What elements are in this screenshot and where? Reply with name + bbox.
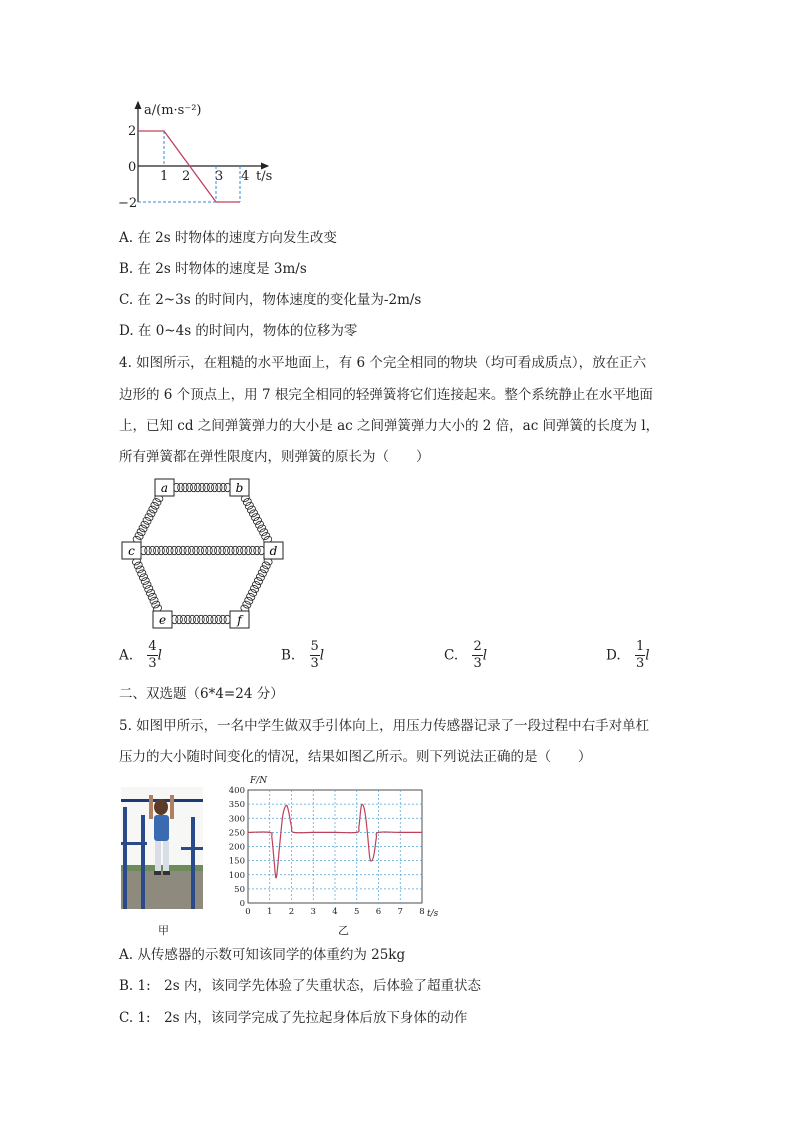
spring-coil <box>180 615 187 623</box>
q3-y-tick-neg2: −2 <box>118 196 138 211</box>
q4-spring-diagram <box>118 474 288 634</box>
spring-coil <box>185 615 192 623</box>
q4-option-d-num: 1 <box>635 639 645 654</box>
spring-coil <box>241 546 248 554</box>
q4-option-c-letter: C. <box>444 647 459 664</box>
spring-coil <box>167 546 174 554</box>
q3-option-b: B. 在 2s 时物体的速度是 3m/s <box>119 261 307 277</box>
spring-coil <box>228 546 235 554</box>
q3-option-c: C. 在 2~3s 的时间内，物体速度的变化量为-2m/s <box>119 292 422 308</box>
spring-coil <box>220 615 227 623</box>
q3-x-tick-3: 3 <box>215 169 224 184</box>
spring-coil <box>145 546 152 554</box>
spring-coil <box>257 568 267 578</box>
q4-option-a <box>119 639 162 672</box>
spring-coil <box>203 483 209 491</box>
q3-x-tick-2: 2 <box>182 169 191 184</box>
q4-option-d-var: l <box>645 647 650 664</box>
spring-coil <box>190 483 196 491</box>
x-tick-label: 4 <box>332 907 338 917</box>
q4-option-b-var: l <box>319 647 325 664</box>
spring-coil <box>189 615 196 623</box>
x-tick-label: 2 <box>288 907 295 917</box>
spring-coil <box>193 546 200 554</box>
q5-line-1: 5. 如图甲所示，一名中学生做双手引体向上，用压力传感器记录了一段过程中右手对单杠 <box>119 718 650 734</box>
q4-option-a-letter: A. <box>119 647 134 664</box>
y-tick-label: 50 <box>234 884 245 895</box>
spring-coil <box>245 592 255 602</box>
q5-option-a: A. 从传感器的示数可知该同学的体重约为 25kg <box>119 947 406 963</box>
block-f <box>230 611 249 628</box>
spring-coil <box>186 483 192 491</box>
q4-option-a-den: 3 <box>148 656 157 671</box>
spring-coil <box>245 546 252 554</box>
spring-coil <box>216 483 222 491</box>
x-tick-label: 6 <box>375 907 382 917</box>
q5-option-b: B. 1: 2s 内，该同学先体验了失重状态，后体验了超重状态 <box>119 978 481 994</box>
x-tick-label: 7 <box>397 907 403 917</box>
spring-coil <box>215 615 222 623</box>
q3-option-a: A. 在 2s 时物体的速度方向发生改变 <box>119 230 337 246</box>
spring-coil <box>212 483 218 491</box>
q4-option-a-num: 4 <box>148 639 157 654</box>
spring-coil <box>251 580 261 590</box>
spring-coil <box>255 572 265 582</box>
q5-line-2: 压力的大小随时间变化的情况，结果如图乙所示。则下列说法正确的是（ ） <box>119 749 592 765</box>
spring-coil <box>188 546 195 554</box>
spring-coil <box>182 483 188 491</box>
block-d <box>264 542 283 559</box>
spring-coil <box>206 615 213 623</box>
q3-y-tick-0: 0 <box>128 160 137 175</box>
y-tick-label: 250 <box>228 828 245 839</box>
block-e <box>153 611 172 628</box>
y-tick-label: 300 <box>228 814 245 825</box>
spring-coil <box>175 546 182 554</box>
x-tick-label: 3 <box>310 907 316 917</box>
section2-title: 二、双选题（6*4=24 分） <box>119 686 284 702</box>
q4-option-b-den: 3 <box>310 656 319 671</box>
x-tick-label: 5 <box>354 907 360 917</box>
spring-ef <box>171 615 230 623</box>
block-c <box>122 542 141 559</box>
spring-coil <box>254 546 261 554</box>
q5-force-time-chart <box>222 772 454 920</box>
spring-coil <box>178 483 184 491</box>
q3-acceleration-graph <box>116 97 286 212</box>
q5-photo-caption: 甲 <box>158 924 169 937</box>
q4-option-d-den: 3 <box>635 656 645 671</box>
spring-coil <box>253 576 263 586</box>
q4-line-2: 边形的 6 个顶点上，用 7 根完全相同的轻弹簧将它们连接起来。整个系统静止在水平地面 <box>119 387 653 403</box>
y-axis-label: F/N <box>250 776 268 786</box>
q4-option-b-letter: B. <box>281 647 296 664</box>
q4-option-b-num: 5 <box>310 639 319 654</box>
spring-coil <box>232 546 239 554</box>
block-e-label: e <box>158 613 167 627</box>
q3-y-axis-label: a/(m·s⁻²) <box>144 103 202 118</box>
spring-coil <box>223 546 230 554</box>
spring-coil <box>198 615 205 623</box>
q4-option-d-letter: D. <box>606 647 621 664</box>
q3-x-tick-4: 4 <box>241 169 250 184</box>
spring-coil <box>261 561 271 571</box>
q4-springs <box>131 483 273 623</box>
spring-bd <box>240 493 273 544</box>
spring-coil <box>149 546 156 554</box>
q4-line-1: 4. 如图所示，在粗糙的水平地面上，有 6 个完全相同的物块（均可看成质点），放在正六 <box>119 355 647 371</box>
x-tick-label: 8 <box>419 907 425 917</box>
q4-option-c <box>444 639 487 672</box>
spring-ab <box>173 483 230 491</box>
x-axis-label: t/s <box>427 909 439 919</box>
spring-coil <box>202 615 209 623</box>
spring-coil <box>244 596 254 606</box>
spring-coil <box>158 546 165 554</box>
x-tick-label: 0 <box>245 907 251 917</box>
y-tick-label: 0 <box>239 899 245 909</box>
q4-option-c-num: 2 <box>473 639 482 654</box>
spring-coil <box>199 483 205 491</box>
q3-x-axis-label: t/s <box>256 169 273 184</box>
x-tick-label: 1 <box>267 907 273 917</box>
spring-coil <box>210 546 217 554</box>
block-b <box>230 479 249 496</box>
y-tick-label: 100 <box>228 870 245 881</box>
spring-cd <box>140 546 264 554</box>
spring-coil <box>197 546 204 554</box>
spring-ac <box>132 493 164 544</box>
spring-coil <box>193 615 200 623</box>
spring-coil <box>214 546 221 554</box>
spring-coil <box>153 546 160 554</box>
y-tick-label: 200 <box>228 842 245 853</box>
spring-coil <box>249 584 259 594</box>
q4-option-a-var: l <box>157 647 162 664</box>
y-tick-label: 150 <box>228 856 245 867</box>
block-a <box>155 479 174 496</box>
spring-coil <box>220 483 226 491</box>
spring-coil <box>162 546 169 554</box>
pullup-photo-illustration <box>121 787 203 909</box>
spring-coil <box>184 546 191 554</box>
y-tick-label: 400 <box>228 786 245 796</box>
spring-df <box>240 557 274 614</box>
block-a-label: a <box>160 481 169 495</box>
spring-coil <box>249 546 256 554</box>
y-tick-label: 350 <box>228 800 245 811</box>
q4-option-c-den: 3 <box>473 656 482 671</box>
spring-ce <box>131 557 162 613</box>
spring-coil <box>259 564 269 574</box>
block-c-label: c <box>128 544 135 558</box>
block-d-label: d <box>269 544 278 558</box>
q3-y-tick-2: 2 <box>128 124 137 139</box>
q4-line-3: 上，已知 cd 之间弹簧弹力的大小是 ac 之间弹簧弹力大小的 2 倍，ac 间弹簧的长度为 l， <box>119 418 660 434</box>
q4-option-b <box>281 639 324 672</box>
q3-x-tick-1: 1 <box>160 169 169 184</box>
q4-option-c-var: l <box>482 647 488 664</box>
block-b-label: b <box>235 481 244 495</box>
q5-chart-caption: 乙 <box>338 924 349 937</box>
q4-line-4: 所有弹簧都在弹性限度内，则弹簧的原长为（ ） <box>119 449 430 465</box>
spring-coil <box>195 483 201 491</box>
q5-option-c: C. 1: 2s 内，该同学完成了先拉起身体后放下身体的动作 <box>119 1010 468 1026</box>
spring-coil <box>211 615 218 623</box>
spring-coil <box>180 546 187 554</box>
q5-pullup-photo <box>121 787 203 909</box>
spring-coil <box>201 546 208 554</box>
q4-option-d <box>606 639 650 672</box>
spring-coil <box>247 588 257 598</box>
spring-coil <box>171 546 178 554</box>
spring-coil <box>242 600 252 610</box>
spring-coil <box>236 546 243 554</box>
spring-coil <box>206 546 213 554</box>
spring-coil <box>219 546 226 554</box>
block-f-label: f <box>237 613 242 627</box>
spring-coil <box>207 483 213 491</box>
spring-coil <box>176 615 183 623</box>
q3-option-d: D. 在 0~4s 的时间内，物体的位移为零 <box>119 323 358 339</box>
